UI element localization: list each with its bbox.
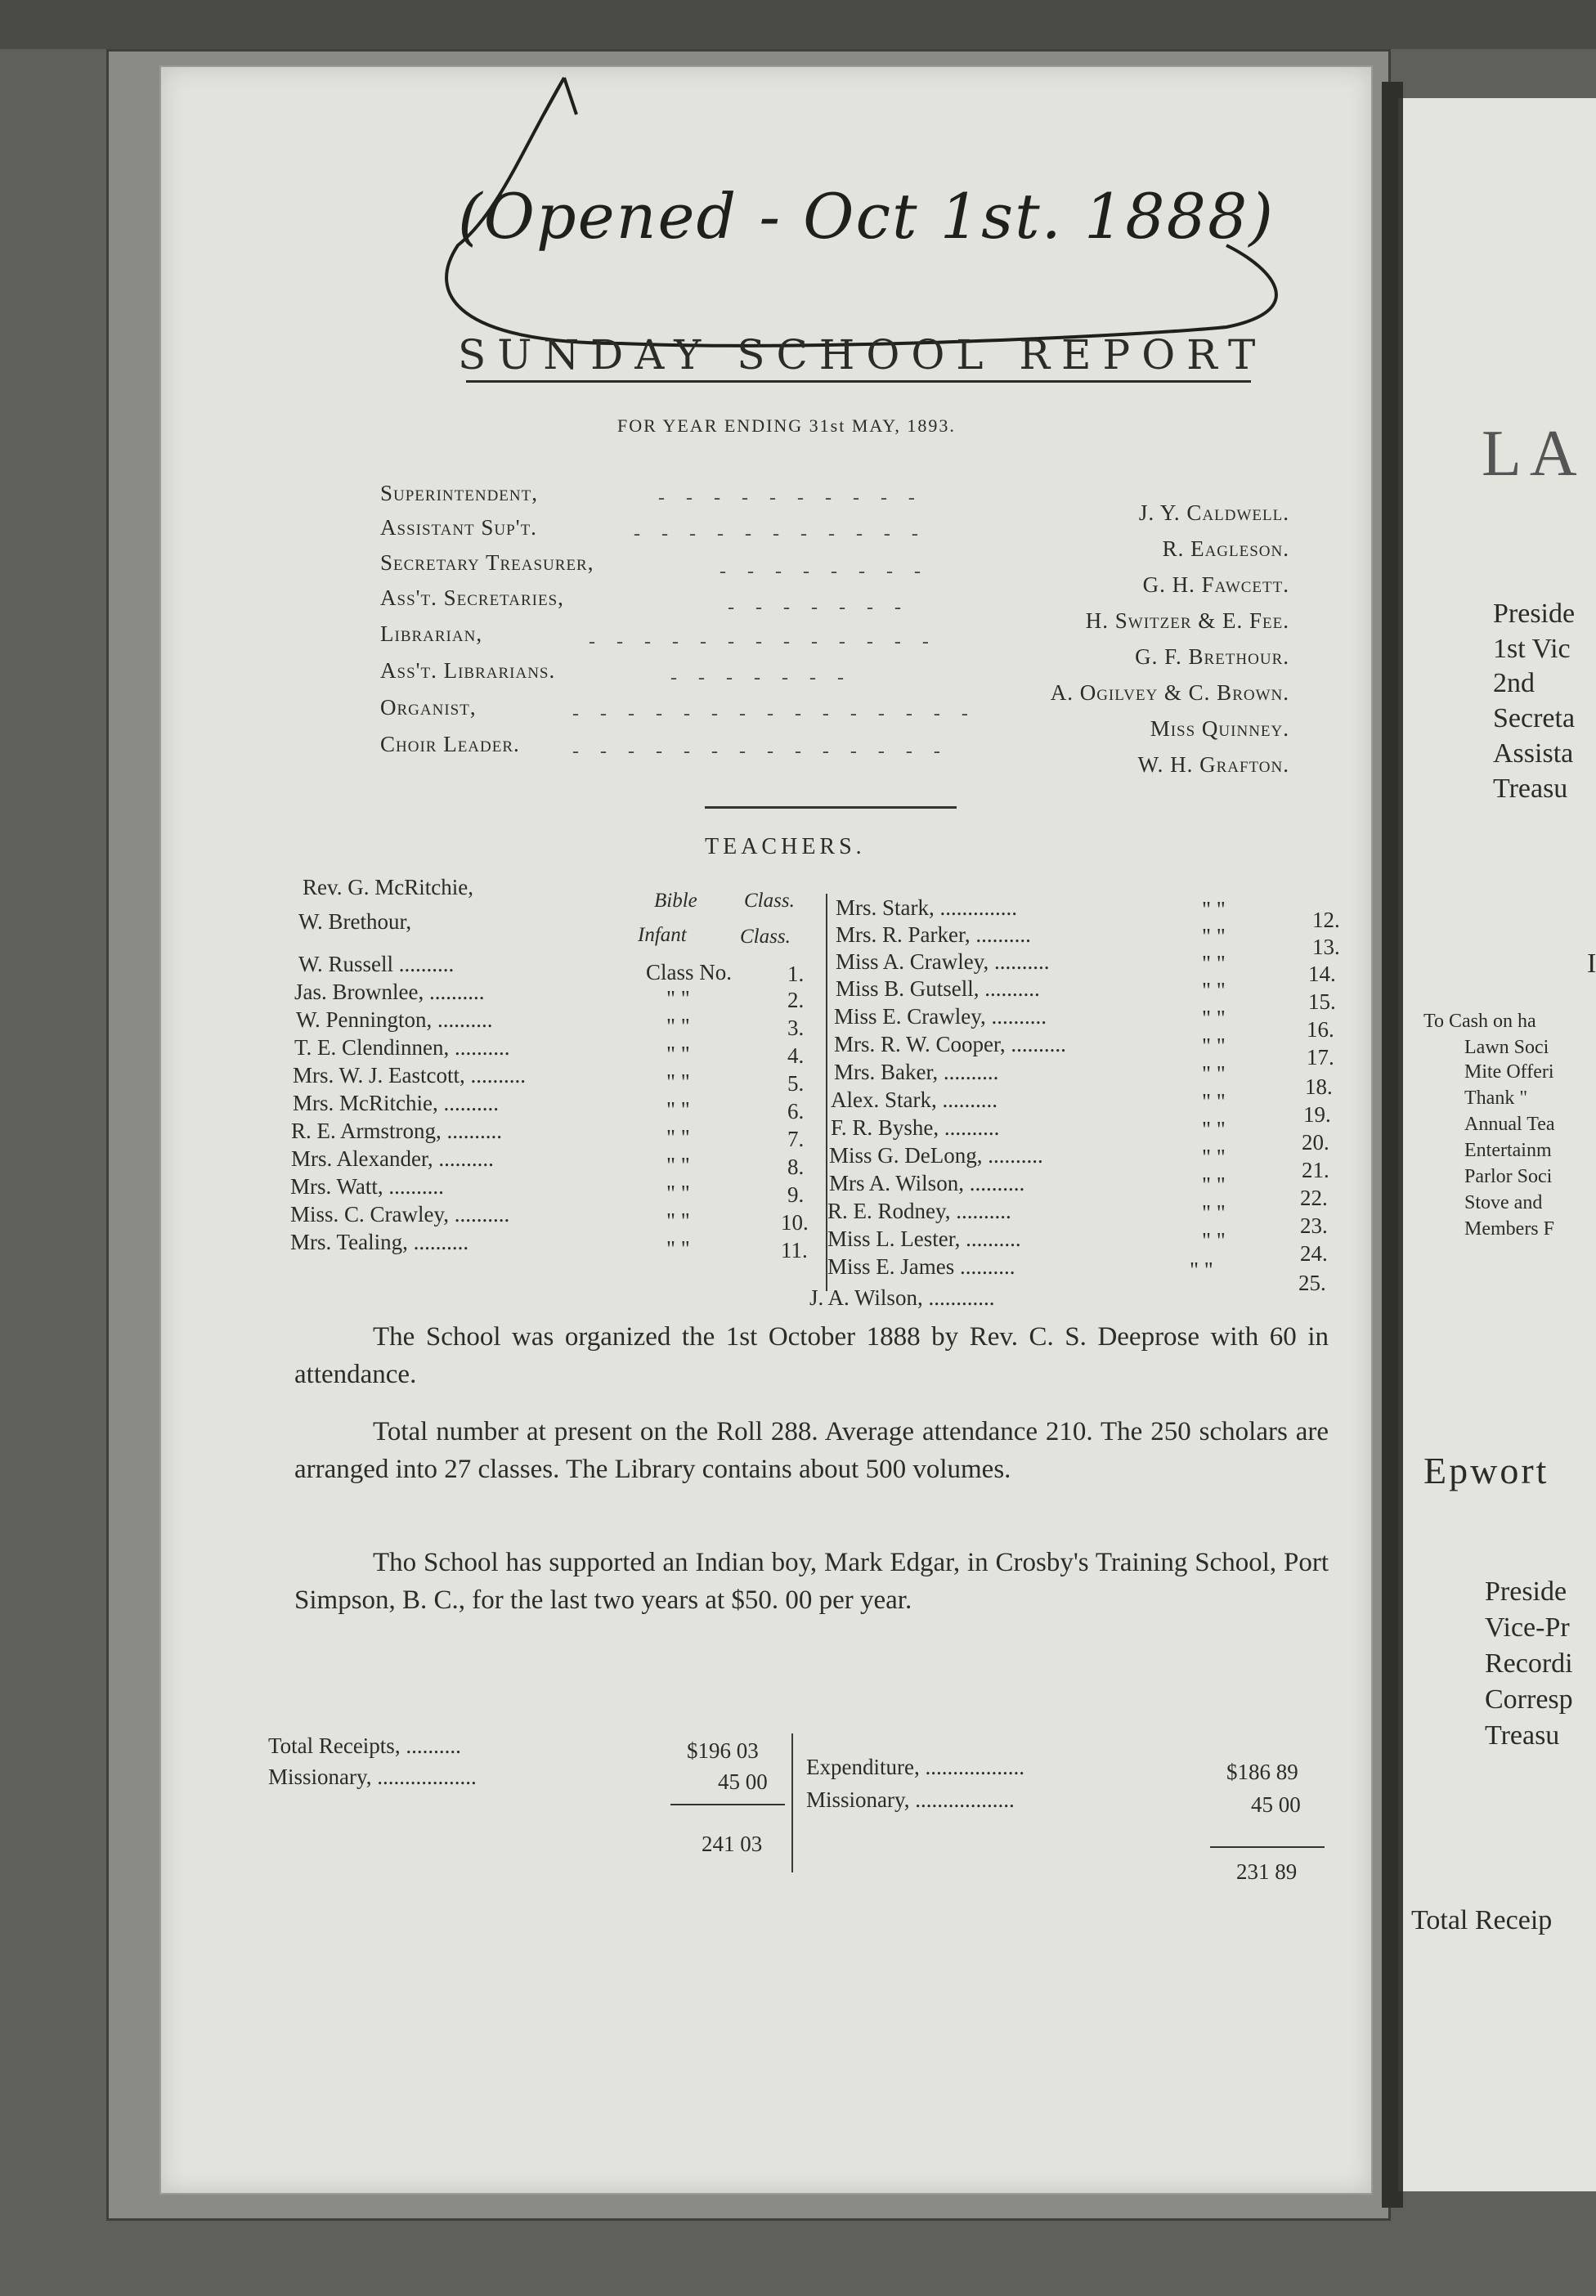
class-number: 7. <box>787 1127 805 1151</box>
class-number: 5. <box>787 1071 805 1096</box>
class-number: 21. <box>1302 1158 1329 1182</box>
report-subtitle: FOR YEAR ENDING 31st MAY, 1893. <box>617 415 956 436</box>
right-list-item: Treasu <box>1485 1720 1560 1751</box>
teacher-name: F. R. Byshe, .......... <box>831 1115 1000 1140</box>
leader-dots: - - - - - - - - - - - - - - <box>572 741 948 762</box>
teacher-name: T. E. Clendinnen, .......... <box>294 1035 510 1060</box>
ditto-mark: " " <box>1202 1145 1226 1169</box>
teacher-name: Miss. C. Crawley, .......... <box>290 1202 510 1226</box>
ditto-mark: " " <box>1202 1089 1226 1114</box>
ditto-mark: " " <box>666 1014 690 1038</box>
ditto-mark: " " <box>1202 897 1226 922</box>
ledger-line: Parlor Soci <box>1464 1166 1553 1187</box>
finance-total: 241 03 <box>702 1832 763 1856</box>
teacher-name: Miss E. Crawley, .......... <box>834 1004 1047 1029</box>
ledger-line: Stove and <box>1464 1192 1543 1213</box>
teacher-name: Alex. Stark, .......... <box>831 1087 998 1112</box>
finance-label: Expenditure, .................. <box>806 1755 1024 1779</box>
class-number: 19. <box>1303 1102 1331 1127</box>
class-label: Class. <box>744 890 795 912</box>
class-number: 25. <box>1298 1271 1326 1295</box>
officer-name: G. F. Brethour. <box>1135 644 1289 669</box>
right-page <box>1398 98 1596 2191</box>
teacher-name: Jas. Brownlee, .......... <box>294 980 485 1004</box>
finance-label: Missionary, .................. <box>268 1765 477 1789</box>
class-number: 20. <box>1302 1130 1329 1155</box>
teacher-name: Mrs. Baker, .......... <box>834 1060 999 1084</box>
leader-dots: - - - - - - - - <box>720 561 929 582</box>
ditto-mark: " " <box>666 1181 690 1205</box>
right-page-heading-2: Epwort <box>1423 1450 1549 1491</box>
finance-amount: $186 89 <box>1226 1760 1298 1784</box>
ditto-mark: " " <box>1202 1006 1226 1030</box>
class-number: 10. <box>781 1210 809 1235</box>
teacher-name: Miss B. Gutsell, .......... <box>836 976 1040 1001</box>
teacher-name: Mrs. McRitchie, .......... <box>293 1091 499 1115</box>
ditto-mark: " " <box>666 1097 690 1122</box>
ditto-mark: " " <box>1202 1200 1226 1225</box>
right-list-item: Recordi <box>1485 1648 1573 1679</box>
total-rule <box>1210 1846 1325 1848</box>
ditto-mark: " " <box>666 1070 690 1094</box>
officer-name: R. Eagleson. <box>1162 536 1289 561</box>
ditto-mark: " " <box>1202 1117 1226 1141</box>
handwritten-annotation: (Opened - Oct 1st. 1888) <box>458 180 1275 253</box>
teacher-name: Mrs. R. W. Cooper, .......... <box>834 1032 1066 1056</box>
class-label: Class No. <box>646 960 733 984</box>
teacher-name: R. E. Armstrong, .......... <box>291 1119 503 1143</box>
class-type: Infant <box>638 924 687 946</box>
finance-amount: $196 03 <box>687 1738 759 1763</box>
leader-dots: - - - - - - - - - - - - - - - <box>572 703 976 724</box>
right-list-item: Assista <box>1493 738 1574 769</box>
teacher-name: Mrs. W. J. Eastcott, .......... <box>293 1063 527 1087</box>
class-number: 17. <box>1307 1045 1334 1070</box>
class-number: 3. <box>787 1016 805 1040</box>
right-list-item: Preside <box>1493 599 1576 629</box>
title-underline <box>466 380 1251 383</box>
paragraph-indian-boy: Tho School has supported an Indian boy, Mark Edgar, in Crosby's Training School, Port Simpson, B. C., for the last two years at $50. 00 per year. <box>294 1548 1329 1615</box>
officer-name: A. Ogilvey & C. Brown. <box>1050 680 1289 705</box>
right-stray-letter: I <box>1587 948 1596 979</box>
class-number: 18. <box>1305 1074 1333 1099</box>
finance-amount: 45 00 <box>1251 1792 1301 1817</box>
class-number: 16. <box>1307 1017 1334 1042</box>
class-number: 13. <box>1312 935 1340 959</box>
class-number: 22. <box>1300 1186 1328 1210</box>
officer-role: Organist, <box>380 695 477 720</box>
leader-dots: - - - - - - - - - - - - - <box>589 631 937 652</box>
ditto-mark: " " <box>666 986 690 1011</box>
ditto-mark: " " <box>1190 1258 1213 1282</box>
teacher-name: Rev. G. McRitchie, <box>303 875 473 899</box>
officer-role: Superintendent, <box>380 481 538 505</box>
report-title: SUNDAY SCHOOL REPORT <box>458 331 1267 379</box>
officer-name: H. Switzer & E. Fee. <box>1085 608 1289 633</box>
teacher-name: Miss E. James .......... <box>827 1254 1015 1279</box>
class-number: 8. <box>787 1155 805 1179</box>
right-list-item: Vice-Pr <box>1485 1612 1570 1643</box>
officer-role: Choir Leader. <box>380 732 520 756</box>
ditto-mark: " " <box>666 1125 690 1150</box>
ditto-mark: " " <box>1202 1034 1226 1058</box>
ledger-line: Lawn Soci <box>1464 1037 1549 1058</box>
right-list-item: Treasu <box>1493 774 1568 804</box>
class-number: 15. <box>1308 989 1336 1014</box>
teacher-name: Mrs. Watt, .......... <box>290 1174 444 1199</box>
teacher-name: W. Pennington, .......... <box>296 1007 493 1032</box>
finance-label: Total Receipts, .......... <box>268 1733 461 1758</box>
class-number: 4. <box>787 1043 805 1068</box>
officer-role: Secretary Treasurer, <box>380 550 594 575</box>
finance-total: 231 89 <box>1236 1859 1298 1884</box>
leader-dots: - - - - - - - <box>670 667 852 688</box>
officer-name: J. Y. Caldwell. <box>1138 500 1289 525</box>
teacher-name: Mrs. Stark, .............. <box>836 895 1017 920</box>
officer-role: Librarian, <box>380 621 483 646</box>
class-type: Bible <box>654 890 697 912</box>
ledger-line: Annual Tea <box>1464 1114 1555 1135</box>
leader-dots: - - - - - - - - - - - <box>634 523 926 545</box>
paragraph-attendance: Total number at present on the Roll 288. Average attendance 210. The 250 scholars are arranged into 27 classes. The Library contains about 500 volumes. <box>294 1417 1329 1484</box>
ledger-line: Mite Offeri <box>1464 1061 1554 1083</box>
ditto-mark: " " <box>1202 1173 1226 1197</box>
ledger-line: To Cash on ha <box>1423 1011 1536 1032</box>
ditto-mark: " " <box>1202 924 1226 948</box>
leader-dots: - - - - - - - <box>728 597 909 618</box>
officer-name: G. H. Fawcett. <box>1142 572 1289 597</box>
ditto-mark: " " <box>666 1153 690 1177</box>
class-label: Class. <box>740 926 791 948</box>
ledger-line: Thank " <box>1464 1087 1528 1109</box>
class-number: 1. <box>787 962 805 986</box>
teacher-name: W. Russell .......... <box>298 952 455 976</box>
right-list-item: Secreta <box>1493 703 1576 733</box>
officer-name: Miss Quinney. <box>1150 716 1289 741</box>
teacher-name: Miss A. Crawley, .......... <box>836 949 1050 974</box>
right-list-item: Corresp <box>1485 1684 1573 1715</box>
leader-dots: - - - - - - - - - - <box>658 487 923 509</box>
teacher-name: Mrs. R. Parker, .......... <box>836 922 1031 947</box>
finance-divider <box>791 1733 793 1872</box>
class-number: 12. <box>1312 908 1340 932</box>
right-list-item: 2nd <box>1493 668 1535 698</box>
paragraph-organized: The School was organized the 1st October 1888 by Rev. C. S. Deeprose with 60 in attendance. <box>294 1322 1329 1389</box>
class-number: 23. <box>1300 1213 1328 1238</box>
right-page-heading: LA <box>1482 418 1585 490</box>
right-list-item: 1st Vic <box>1493 634 1571 664</box>
teacher-name: Miss G. DeLong, .......... <box>829 1143 1043 1168</box>
section-divider <box>705 806 957 809</box>
teacher-name: W. Brethour, <box>298 909 412 934</box>
teacher-name: Miss L. Lester, .......... <box>827 1226 1021 1251</box>
teacher-name: J. A. Wilson, ............ <box>809 1285 995 1310</box>
class-number: 2. <box>787 988 805 1012</box>
teacher-name: Mrs. Tealing, .......... <box>290 1230 469 1254</box>
officer-name: W. H. Grafton. <box>1137 752 1289 777</box>
officer-role: Assistant Sup't. <box>380 515 537 540</box>
officer-role: Ass't. Librarians. <box>380 658 556 683</box>
class-number: 9. <box>787 1182 805 1207</box>
ditto-mark: " " <box>666 1236 690 1261</box>
ditto-mark: " " <box>1202 1228 1226 1253</box>
right-list-item: Preside <box>1485 1576 1567 1607</box>
ditto-mark: " " <box>666 1042 690 1066</box>
teacher-name: R. E. Rodney, .......... <box>827 1199 1011 1223</box>
teacher-name: Mrs. Alexander, .......... <box>291 1146 494 1171</box>
ditto-mark: " " <box>666 1209 690 1233</box>
teacher-name: Mrs A. Wilson, .......... <box>829 1171 1025 1195</box>
total-rule <box>670 1804 785 1805</box>
class-number: 24. <box>1300 1241 1328 1266</box>
finance-amount: 45 00 <box>718 1769 768 1794</box>
teachers-heading: TEACHERS. <box>705 834 866 859</box>
right-page-footer: Total Receip <box>1411 1905 1553 1935</box>
officer-role: Ass't. Secretaries, <box>380 585 564 610</box>
finance-label: Missionary, .................. <box>806 1787 1015 1812</box>
class-number: 6. <box>787 1099 805 1123</box>
ditto-mark: " " <box>1202 951 1226 975</box>
class-number: 11. <box>781 1238 808 1262</box>
ditto-mark: " " <box>1202 978 1226 1002</box>
ditto-mark: " " <box>1202 1061 1226 1086</box>
ledger-line: Members F <box>1464 1218 1554 1240</box>
ledger-line: Entertainm <box>1464 1140 1552 1161</box>
class-number: 14. <box>1308 962 1336 986</box>
